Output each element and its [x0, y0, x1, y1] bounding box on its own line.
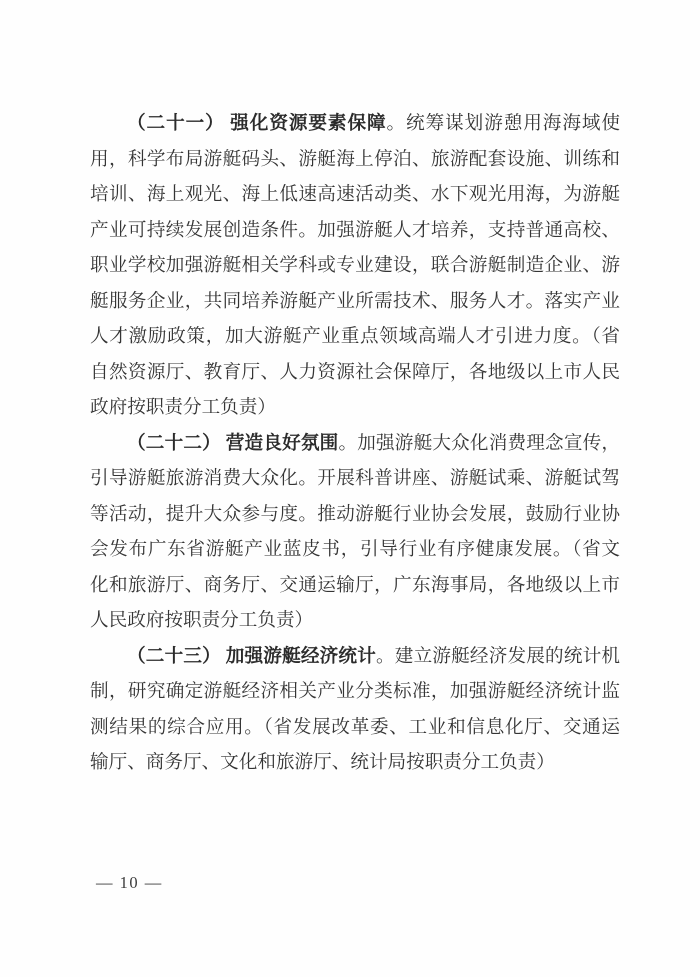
- page-number-text: — 10 —: [96, 873, 163, 892]
- text-line: [90, 710, 620, 746]
- section-heading: （二十三） 加强游艇经济统计: [127, 645, 377, 667]
- body-text: 培训、海上观光、海上低速高速活动类、水下观光用海，为游艇: [90, 184, 620, 205]
- text-line: [90, 213, 620, 249]
- body-text: 。统筹谋划游憩用海海域使: [386, 113, 620, 134]
- body-text: 输厅、商务厅、文化和旅游厅、统计局按职责分工负责）: [90, 752, 555, 773]
- text-line: [90, 568, 620, 604]
- text-line: [90, 639, 620, 675]
- section-heading: （二十一） 强化资源要素保障: [127, 113, 387, 134]
- body-text: 制，研究确定游艇经济相关产业分类标准，加强游艇经济统计监: [90, 681, 620, 702]
- page-number: [96, 873, 163, 893]
- body-text: 等活动，提升大众参与度。推动游艇行业协会发展，鼓励行业协: [90, 503, 620, 525]
- body-text: 人才激励政策，加大游艇产业重点领域高端人才引进力度。（省: [90, 326, 620, 347]
- text-line: [90, 106, 620, 142]
- text-line: [90, 745, 620, 781]
- body-text: 职业学校加强游艇相关学科或专业建设，联合游艇制造企业、游: [90, 255, 620, 276]
- body-text: 测结果的综合应用。（省发展改革委、工业和信息化厅、交通运: [90, 716, 620, 738]
- text-line: [90, 177, 620, 213]
- body-text: 用，科学布局游艇码头、游艇海上停泊、旅游配套设施、训练和: [90, 148, 620, 170]
- text-line: [90, 319, 620, 355]
- body-text: 引导游艇旅游消费大众化。开展科普讲座、游艇试乘、游艇试驾: [90, 468, 620, 489]
- body-text: 。加强游艇大众化消费理念宣传，: [338, 432, 620, 454]
- text-line: [90, 284, 620, 320]
- section-heading: （二十二） 营造良好氛围: [127, 432, 339, 454]
- text-line: [90, 674, 620, 710]
- document-body: [90, 106, 620, 781]
- body-text: 政府按职责分工负责）: [90, 397, 276, 418]
- body-text: 艇服务企业，共同培养游艇产业所需技术、服务人才。落实产业: [90, 290, 620, 312]
- text-line: [90, 461, 620, 497]
- text-line: [90, 603, 620, 639]
- text-line: [90, 497, 620, 533]
- text-line: [90, 532, 620, 568]
- body-text: 人民政府按职责分工负责）: [90, 610, 314, 631]
- body-text: 化和旅游厅、商务厅、交通运输厅，广东海事局，各地级以上市: [90, 574, 620, 596]
- text-line: [90, 248, 620, 284]
- text-line: [90, 390, 620, 426]
- text-line: [90, 355, 620, 391]
- body-text: 产业可持续发展创造条件。加强游艇人才培养，支持普通高校、: [90, 219, 620, 241]
- body-text: 自然资源厅、教育厅、人力资源社会保障厅，各地级以上市人民: [90, 361, 620, 383]
- text-line: [90, 426, 620, 462]
- text-line: [90, 142, 620, 178]
- body-text: 会发布广东省游艇产业蓝皮书，引导行业有序健康发展。（省文: [90, 539, 620, 560]
- body-text: 。建立游艇经济发展的统计机: [376, 645, 620, 667]
